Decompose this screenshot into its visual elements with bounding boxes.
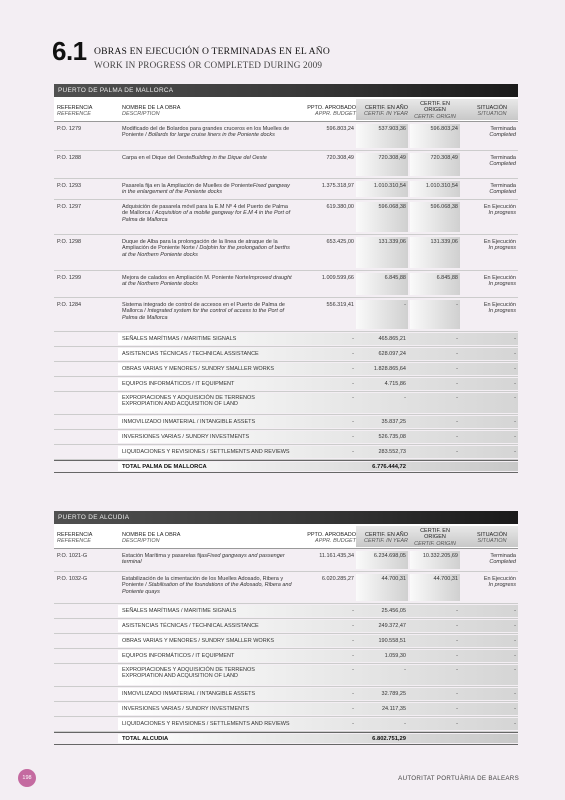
row-description-es: Estabilización de la cimentación de los Muelles Adosado, Ribera y Poniente /	[122, 576, 284, 589]
summary-row	[54, 649, 518, 664]
summary-status: -	[514, 623, 516, 629]
summary-budget: -	[352, 381, 354, 387]
summary-budget: -	[352, 623, 354, 629]
summary-label-es: INVERSIONES VARIAS /	[122, 706, 186, 712]
summary-certif-year: 1.059,30	[384, 653, 406, 659]
page-number: 198	[18, 769, 36, 787]
row-description	[122, 302, 294, 321]
summary-label-es: LIQUIDACIONES Y REVISIONES /	[122, 449, 210, 455]
table-row	[54, 200, 518, 235]
page-subtitle: WORK IN PROGRESS OR COMPLETED DURING 2009	[94, 60, 323, 70]
section-number: 6.1	[52, 36, 87, 66]
row-reference: P.O. 1298	[57, 239, 82, 245]
summary-row	[54, 619, 518, 634]
column-certorig-label: CERTIF. EN ORIGEN	[420, 101, 450, 114]
row-certif-origin: 44.700,31	[433, 576, 458, 582]
row-certif-year: 6.234.698,05	[373, 553, 406, 559]
summary-certif-origin: -	[456, 381, 458, 387]
column-name-label-en: DESCRIPTION	[122, 111, 160, 118]
row-reference: P.O. 1032-G	[57, 576, 88, 582]
summary-status: -	[514, 667, 516, 673]
summary-budget: -	[352, 667, 354, 673]
summary-budget: -	[352, 366, 354, 372]
palma-table	[54, 84, 518, 473]
row-certif-origin: -	[456, 302, 458, 308]
row-certif-origin: 6.845,88	[436, 275, 458, 281]
summary-label-es: SEÑALES MARÍTIMAS /	[122, 608, 185, 614]
table-row	[54, 549, 518, 572]
total-shade	[118, 734, 518, 743]
row-description-en: Dolphin for the prolongation of berths at the Northern Poniente docks	[122, 245, 290, 258]
page-title: OBRAS EN EJECUCIÓN O TERMINADAS EN EL AÑO	[94, 46, 331, 57]
summary-row	[54, 377, 518, 392]
summary-status: -	[514, 351, 516, 357]
summary-budget: -	[352, 351, 354, 357]
column-status-label-en: SITUATION	[477, 538, 507, 545]
row-budget: 596.803,24	[326, 126, 354, 132]
summary-budget: -	[352, 434, 354, 440]
total-value: 6.776.444,72	[372, 464, 406, 470]
row-certif-origin: 720.308,49	[430, 155, 458, 161]
summary-budget: -	[352, 419, 354, 425]
summary-row	[54, 347, 518, 362]
column-certorig-label-en: CERTIF. ORIGIN	[414, 540, 456, 547]
row-certif-year: 596.068,38	[378, 204, 406, 210]
column-certyear-label-en: CERTIF. IN YEAR	[363, 538, 408, 545]
column-ref-label: REFERENCIA	[57, 105, 93, 111]
row-status	[460, 302, 516, 315]
summary-label-en: IT EQUIPMENT	[195, 653, 235, 659]
summary-row	[54, 717, 518, 732]
summary-row	[54, 430, 518, 445]
row-budget: 11.161.435,34	[319, 553, 354, 559]
column-budget-label: PPTO. APROBADO	[307, 105, 356, 111]
table-row	[54, 122, 518, 151]
row-reference: P.O. 1293	[57, 183, 82, 189]
summary-certif-year: -	[404, 721, 406, 727]
summary-label-en: MARITIME SIGNALS	[184, 608, 237, 614]
row-certif-year: 537.903,36	[378, 126, 406, 132]
row-description	[122, 275, 294, 288]
summary-certif-origin: -	[456, 395, 458, 401]
column-certorig	[412, 528, 458, 547]
summary-row	[54, 362, 518, 377]
summary-label-es: SEÑALES MARÍTIMAS /	[122, 336, 185, 342]
row-description-en: Bollards for large cruise liners in the Poniente docks	[148, 132, 275, 139]
column-ref-label: REFERENCIA	[57, 532, 93, 538]
row-status-es: En Ejecución	[483, 275, 516, 281]
table-row	[54, 271, 518, 298]
row-description-es: Sistema integrado de control de accesos en el Puerto de Palma de Mallorca /	[122, 302, 285, 315]
row-certif-origin: 596.068,38	[430, 204, 458, 210]
total-row	[54, 732, 518, 745]
summary-label-en: SUNDRY SMALLER WORKS	[201, 638, 275, 644]
summary-row	[54, 392, 518, 415]
summary-label-en: SETTLEMENTS AND REVIEWS	[209, 721, 290, 727]
summary-certif-origin: -	[456, 366, 458, 372]
row-budget: 6.020.285,27	[321, 576, 354, 582]
row-certif-origin: 1.010.310,54	[425, 183, 458, 189]
row-description-en: Fixed gangways and passenger terminal	[122, 553, 285, 566]
row-status	[460, 204, 516, 217]
summary-certif-year: 1.828.865,64	[373, 366, 406, 372]
row-reference: P.O. 1279	[57, 126, 82, 132]
column-certyear	[360, 532, 408, 545]
column-budget-label-en: APPR. BUDGET	[315, 111, 356, 118]
summary-certif-year: 465.865,21	[378, 336, 406, 342]
row-budget: 556.319,41	[326, 302, 354, 308]
row-description-es: Carpa en el Dique del Oeste	[122, 155, 192, 161]
column-header-row	[54, 524, 518, 549]
row-status-es: Terminada	[490, 183, 516, 189]
summary-status: -	[514, 608, 516, 614]
row-description-en: Building in the Dique del Oeste	[191, 155, 267, 161]
row-status-en: Completed	[489, 189, 516, 196]
row-status-en: Completed	[489, 132, 516, 139]
summary-certif-year: 526.735,08	[378, 434, 406, 440]
alcudia-table	[54, 511, 518, 745]
table-row	[54, 179, 518, 200]
row-budget: 653.425,00	[326, 239, 354, 245]
summary-label-es: EQUIPOS INFORMÁTICOS /	[122, 381, 196, 387]
column-budget	[300, 105, 356, 118]
row-reference: P.O. 1284	[57, 302, 82, 308]
summary-label-en: INTANGIBLE ASSETS	[199, 691, 256, 697]
column-certyear	[360, 105, 408, 118]
table-row	[54, 298, 518, 332]
table-row	[54, 572, 518, 604]
summary-label-es: INMOVILIZADO INMATERIAL /	[122, 691, 200, 697]
summary-certif-origin: -	[456, 419, 458, 425]
summary-label-es: ASISTENCIAS TÉCNICAS /	[122, 623, 193, 629]
column-name	[122, 105, 302, 118]
summary-row	[54, 445, 518, 460]
row-status	[460, 275, 516, 288]
row-status-es: En Ejecución	[483, 239, 516, 245]
summary-status: -	[514, 336, 516, 342]
table-row	[54, 151, 518, 179]
column-ref-label-en: REFERENCE	[57, 111, 91, 118]
row-status-en: In progress	[488, 245, 516, 252]
summary-label-en: IT EQUIPMENT	[195, 381, 235, 387]
row-certif-year: -	[404, 302, 406, 308]
summary-budget: -	[352, 653, 354, 659]
row-description	[122, 183, 294, 196]
row-description-en: Improved draught at the Northern Poniente docks	[122, 275, 292, 288]
total-label: TOTAL PALMA DE MALLORCA	[122, 464, 207, 470]
summary-label-en: TECHNICAL ASSISTANCE	[192, 623, 259, 629]
summary-certif-year: 628.097,24	[378, 351, 406, 357]
summary-status: -	[514, 653, 516, 659]
column-header-row	[54, 97, 518, 122]
row-description	[122, 239, 294, 258]
row-status	[460, 155, 516, 168]
column-status-label: SITUACIÓN	[477, 105, 507, 111]
column-ref	[57, 532, 117, 545]
summary-budget: -	[352, 336, 354, 342]
row-description-es: Duque de Alba para la prolongación de la línea de atraque de la Ampliación de Poniente Norte /	[122, 239, 278, 252]
summary-label-es: EXPROPIACIONES Y ADQUISICIÓN DE TERRENOS	[122, 395, 255, 401]
summary-budget: -	[352, 449, 354, 455]
column-certyear-label-en: CERTIF. IN YEAR	[363, 111, 408, 118]
row-certif-year: 44.700,31	[381, 576, 406, 582]
summary-label-es: OBRAS VARIAS Y MENORES /	[122, 366, 202, 372]
row-status-es: Terminada	[490, 126, 516, 132]
summary-certif-origin: -	[456, 336, 458, 342]
section-title-bar: PUERTO DE ALCUDIA	[54, 511, 518, 524]
summary-certif-year: 4.715,86	[384, 381, 406, 387]
row-description-es: Adquisición de pasarela móvil para la E.M Nº 4 del Puerto de Palma de Mallorca /	[122, 204, 288, 217]
summary-budget: -	[352, 706, 354, 712]
row-status-en: Completed	[489, 161, 516, 168]
summary-status: -	[514, 395, 516, 401]
summary-row	[54, 664, 518, 687]
summary-row	[54, 687, 518, 702]
summary-status: -	[514, 691, 516, 697]
row-certif-origin: 131.339,06	[430, 239, 458, 245]
summary-label-es: ASISTENCIAS TÉCNICAS /	[122, 351, 193, 357]
summary-budget: -	[352, 638, 354, 644]
row-status	[460, 239, 516, 252]
row-reference: P.O. 1299	[57, 275, 82, 281]
column-status-label: SITUACIÓN	[477, 532, 507, 538]
row-budget: 619.380,00	[326, 204, 354, 210]
row-status	[460, 126, 516, 139]
summary-budget: -	[352, 691, 354, 697]
column-certyear-label: CERTIF. EN AÑO	[365, 105, 408, 111]
row-status-en: Completed	[489, 559, 516, 566]
row-status-en: In progress	[488, 210, 516, 217]
column-ref-label-en: REFERENCE	[57, 538, 91, 545]
summary-label-es: OBRAS VARIAS Y MENORES /	[122, 638, 202, 644]
summary-status: -	[514, 381, 516, 387]
summary-budget: -	[352, 395, 354, 401]
summary-label-en: MARITIME SIGNALS	[184, 336, 237, 342]
section-title-bar: PUERTO DE PALMA DE MALLORCA	[54, 84, 518, 97]
summary-label-en: SUNDRY INVESTMENTS	[185, 434, 250, 440]
summary-certif-origin: -	[456, 449, 458, 455]
summary-status: -	[514, 449, 516, 455]
summary-certif-year: 32.789,25	[381, 691, 406, 697]
summary-row	[54, 702, 518, 717]
summary-label-en: EXPROPIATION AND ACQUISITION OF LAND	[122, 401, 239, 408]
column-budget-label: PPTO. APROBADO	[307, 532, 356, 538]
summary-label-es: INMOVILIZADO INMATERIAL /	[122, 419, 200, 425]
row-status	[460, 576, 516, 589]
summary-certif-year: 25.456,05	[381, 608, 406, 614]
summary-certif-origin: -	[456, 706, 458, 712]
summary-row	[54, 415, 518, 430]
summary-row	[54, 604, 518, 619]
summary-certif-origin: -	[456, 721, 458, 727]
row-budget: 720.308,49	[326, 155, 354, 161]
summary-status: -	[514, 638, 516, 644]
summary-certif-year: 24.117,35	[381, 706, 406, 712]
row-certif-year: 131.339,06	[378, 239, 406, 245]
summary-label-es: EQUIPOS INFORMÁTICOS /	[122, 653, 196, 659]
row-status-es: En Ejecución	[483, 204, 516, 210]
row-description-es: Modificado del de Bolardos para grandes cruceros en los Muelles de Poniente /	[122, 126, 290, 139]
summary-certif-origin: -	[456, 608, 458, 614]
column-name-label: NOMBRE DE LA OBRA	[122, 105, 181, 111]
summary-label-en: SETTLEMENTS AND REVIEWS	[209, 449, 290, 455]
summary-status: -	[514, 721, 516, 727]
summary-row	[54, 332, 518, 347]
row-budget: 1.375.318,97	[321, 183, 354, 189]
column-name-label: NOMBRE DE LA OBRA	[122, 532, 181, 538]
row-description-en: Integrated system for the control of access to the Port of Palma de Mallorca	[122, 308, 285, 321]
summary-certif-origin: -	[456, 653, 458, 659]
row-status-en: In progress	[488, 582, 516, 589]
summary-certif-origin: -	[456, 638, 458, 644]
summary-status: -	[514, 366, 516, 372]
summary-certif-year: 249.372,47	[378, 623, 406, 629]
column-certorig-label: CERTIF. EN ORIGEN	[420, 528, 450, 541]
summary-certif-year: 35.837,25	[381, 419, 406, 425]
row-reference: P.O. 1288	[57, 155, 82, 161]
row-reference: P.O. 1297	[57, 204, 82, 210]
summary-label-es: LIQUIDACIONES Y REVISIONES /	[122, 721, 210, 727]
summary-certif-year: -	[404, 667, 406, 673]
column-status	[468, 105, 516, 118]
row-description-es: Pasarela fija en la Ampliación de Muelles de Poniente	[122, 183, 253, 189]
row-certif-year: 720.308,49	[378, 155, 406, 161]
column-ref	[57, 105, 117, 118]
row-status	[460, 553, 516, 566]
summary-certif-year: 283.552,73	[378, 449, 406, 455]
summary-label-es: EXPROPIACIONES Y ADQUISICIÓN DE TERRENOS	[122, 667, 255, 673]
row-certif-year: 1.010.310,54	[373, 183, 406, 189]
column-status-label-en: SITUATION	[477, 111, 507, 118]
summary-certif-origin: -	[456, 623, 458, 629]
summary-row	[54, 634, 518, 649]
column-budget-label-en: APPR. BUDGET	[315, 538, 356, 545]
column-certyear-label: CERTIF. EN AÑO	[365, 532, 408, 538]
column-certorig-label-en: CERTIF. ORIGIN	[414, 113, 456, 120]
table-row	[54, 235, 518, 271]
row-description	[122, 204, 294, 223]
row-reference: P.O. 1021-G	[57, 553, 88, 559]
row-description-es: Mejora de calados en Ampliación M. Poniente Norte	[122, 275, 249, 281]
column-certorig	[412, 101, 458, 120]
total-row	[54, 460, 518, 473]
row-status-es: Terminada	[490, 553, 516, 559]
summary-label-en: TECHNICAL ASSISTANCE	[192, 351, 259, 357]
total-value: 6.802.751,29	[372, 736, 406, 742]
total-label: TOTAL ALCUDIA	[122, 736, 169, 742]
summary-label-en: EXPROPIATION AND ACQUISITION OF LAND	[122, 673, 239, 680]
summary-certif-origin: -	[456, 691, 458, 697]
row-status-en: In progress	[488, 308, 516, 315]
row-status	[460, 183, 516, 196]
column-budget	[300, 532, 356, 545]
summary-status: -	[514, 434, 516, 440]
row-budget: 1.009.599,66	[321, 275, 354, 281]
row-description-en: Stabilisation of the foundations of the Adosado, Ribera and Poniente quays	[122, 582, 292, 595]
row-certif-year: 6.845,88	[384, 275, 406, 281]
row-description-en: Acquisition of a mobile gangway for E.M 4 in the Port of Palma de Mallorca	[122, 210, 291, 223]
row-description	[122, 126, 294, 139]
row-certif-origin: 596.803,24	[430, 126, 458, 132]
summary-certif-year: -	[404, 395, 406, 401]
column-status	[468, 532, 516, 545]
summary-budget: -	[352, 721, 354, 727]
row-description	[122, 553, 294, 566]
summary-budget: -	[352, 608, 354, 614]
summary-certif-origin: -	[456, 667, 458, 673]
row-status-en: In progress	[488, 281, 516, 288]
summary-label-es: INVERSIONES VARIAS /	[122, 434, 186, 440]
summary-certif-origin: -	[456, 351, 458, 357]
footer-organization: AUTORITAT PORTUÀRIA DE BALEARS	[398, 775, 519, 782]
summary-certif-origin: -	[456, 434, 458, 440]
row-certif-origin: 10.332.205,69	[422, 553, 458, 559]
column-name-label-en: DESCRIPTION	[122, 538, 160, 545]
row-status-es: Terminada	[490, 155, 516, 161]
summary-label-en: SUNDRY SMALLER WORKS	[201, 366, 275, 372]
row-description	[122, 155, 294, 161]
row-description-es: Estación Marítima y pasarelas fijas	[122, 553, 207, 559]
summary-status: -	[514, 419, 516, 425]
summary-label-en: SUNDRY INVESTMENTS	[185, 706, 250, 712]
row-description-en: Fixed gangway in the enlargement of the Poniente docks	[122, 183, 290, 196]
row-status-es: En Ejecución	[483, 576, 516, 582]
summary-label-en: INTANGIBLE ASSETS	[199, 419, 256, 425]
row-status-es: En Ejecución	[483, 302, 516, 308]
summary-certif-year: 190.558,51	[378, 638, 406, 644]
column-name	[122, 532, 302, 545]
summary-status: -	[514, 706, 516, 712]
row-description	[122, 576, 294, 595]
